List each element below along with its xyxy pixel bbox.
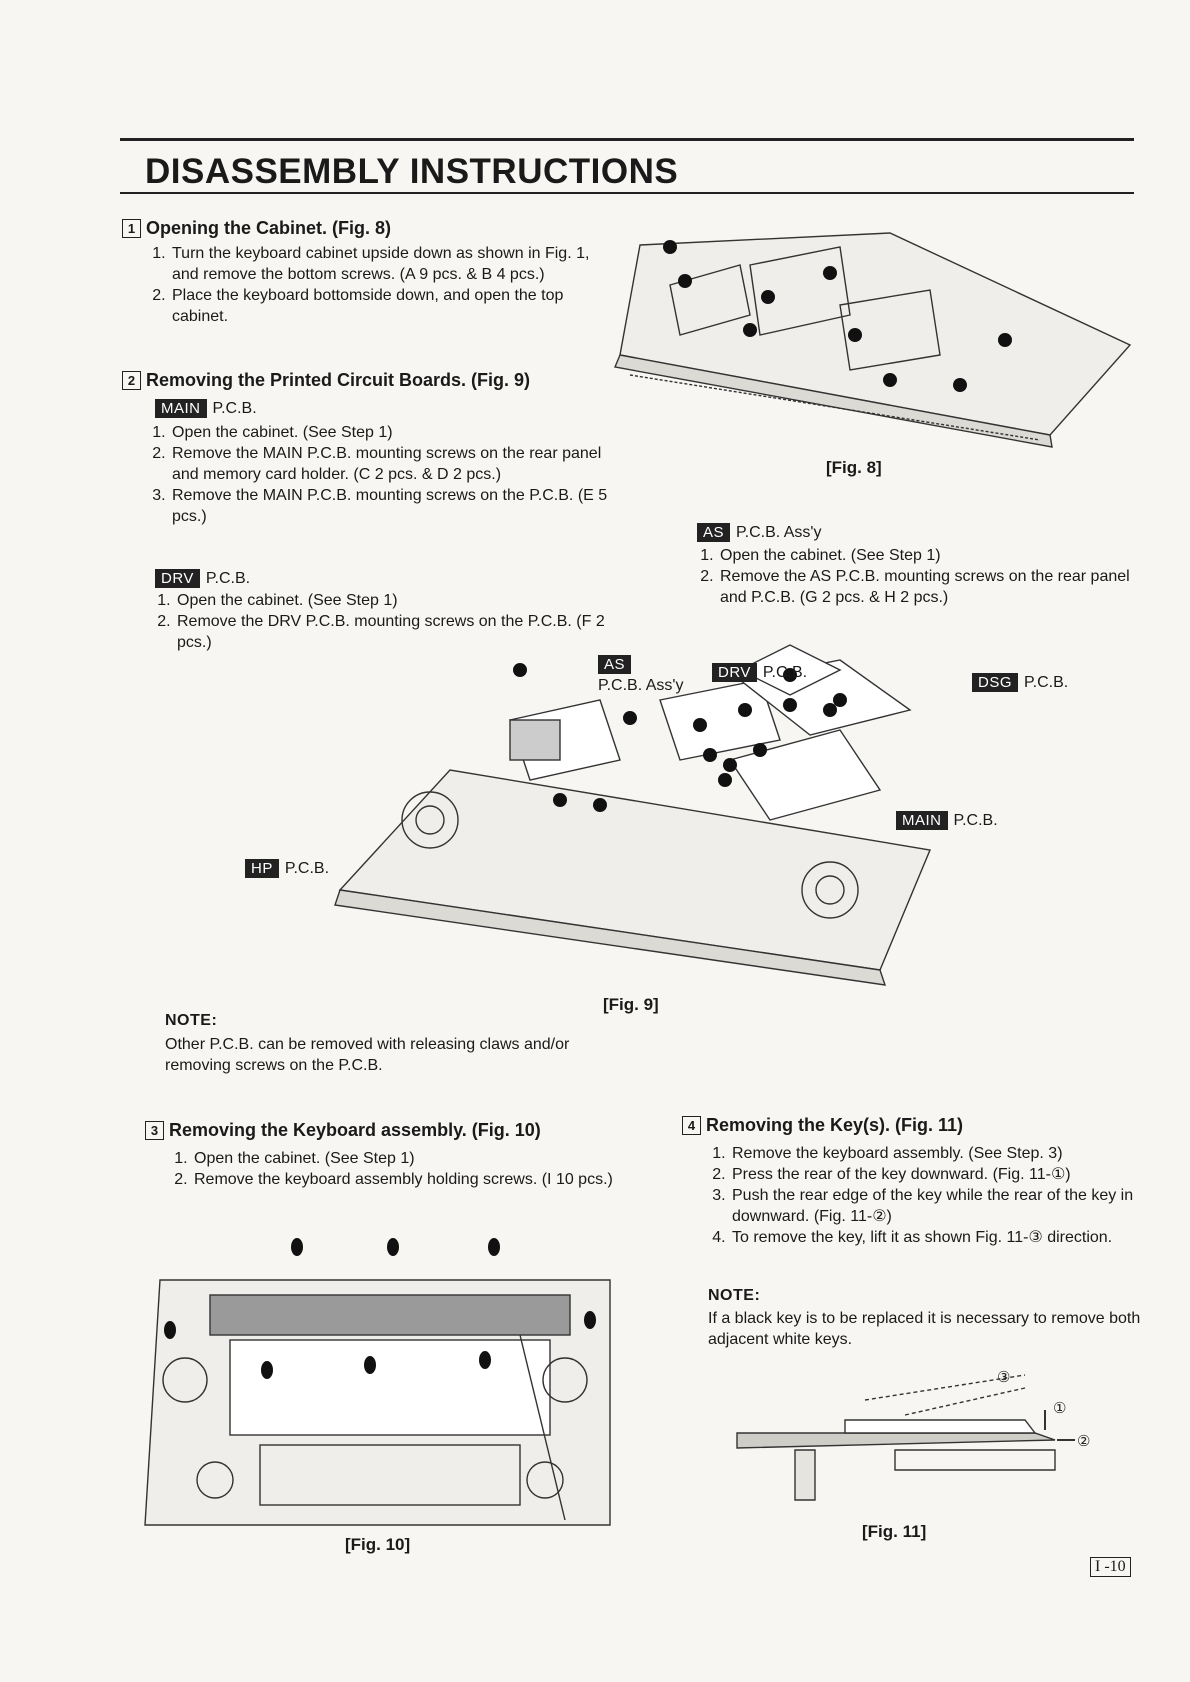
page-title: DISASSEMBLY INSTRUCTIONS xyxy=(145,152,679,191)
as-pcb-heading: AS P.C.B. Ass'y xyxy=(697,522,821,543)
fig-9-main-label: MAIN P.C.B. xyxy=(896,810,998,831)
drv-tag: DRV xyxy=(155,569,200,588)
fig-9-caption: [Fig. 9] xyxy=(603,995,659,1014)
note-heading: NOTE: xyxy=(708,1287,761,1304)
fig-11-caption: [Fig. 11] xyxy=(862,1522,927,1541)
step: 1. Remove the keyboard assembly. (See Step. 3) xyxy=(730,1143,1160,1164)
step: 2. Remove the MAIN P.C.B. mounting screws on the rear panel and memory card holder. (C 2 pcs. & D 2 pcs.) xyxy=(170,443,610,485)
fig-10-keyboard-assembly-drawing xyxy=(140,1235,630,1530)
section-number: 4 xyxy=(682,1116,701,1135)
step: 2. Remove the DRV P.C.B. mounting screws on the P.C.B. (F 2 pcs.) xyxy=(175,611,615,653)
main-tag: MAIN xyxy=(155,399,207,418)
step: 1. Open the cabinet. (See Step 1) xyxy=(170,422,610,443)
hp-tag: HP xyxy=(245,859,279,878)
as-tag: AS xyxy=(598,655,631,674)
step: 1. Turn the keyboard cabinet upside down as shown in Fig. 1, and remove the bottom screws. (A 9 pcs. & B 4 pcs.) xyxy=(170,243,610,285)
step: 2. Remove the AS P.C.B. mounting screws on the rear panel and P.C.B. (G 2 pcs. & H 2 pcs.) xyxy=(718,566,1158,608)
main-pcb-steps xyxy=(150,422,610,527)
as-pcb-steps xyxy=(698,545,1158,608)
fig-9-dsg-label: DSG P.C.B. xyxy=(972,672,1068,693)
step: 1. Open the cabinet. (See Step 1) xyxy=(175,590,615,611)
fig-11-key-removal-drawing xyxy=(735,1370,1095,1510)
section-2-heading: 2 Removing the Printed Circuit Boards. (Fig. 9) xyxy=(122,370,530,391)
fig-9-as-label: AS P.C.B. Ass'y xyxy=(598,656,684,694)
section-number: 3 xyxy=(145,1121,164,1140)
section-1-steps xyxy=(150,243,610,327)
note-text: If a black key is to be replaced it is necessary to remove both adjacent white keys. xyxy=(708,1310,1141,1348)
fig-9-hp-label: HP P.C.B. xyxy=(245,858,329,879)
fig-11-callout-3: ③ xyxy=(997,1370,1011,1386)
step: 2. Place the keyboard bottomside down, and open the top cabinet. xyxy=(170,285,610,327)
fig-11-callout-2: ② xyxy=(1077,1433,1091,1450)
as-tag: AS xyxy=(697,523,730,542)
section-1-heading: 1 Opening the Cabinet. (Fig. 8) xyxy=(122,218,391,239)
note-heading: NOTE: xyxy=(165,1012,218,1029)
fig-8-keyboard-bottom-drawing xyxy=(600,225,1140,455)
header-rule-bottom xyxy=(120,192,1134,194)
page-number: I -10 xyxy=(1090,1557,1131,1577)
section-4-heading: 4 Removing the Key(s). (Fig. 11) xyxy=(682,1115,963,1136)
step: 1. Open the cabinet. (See Step 1) xyxy=(718,545,1158,566)
section-4-steps xyxy=(710,1143,1160,1248)
step: 2. Remove the keyboard assembly holding screws. (I 10 pcs.) xyxy=(192,1169,642,1190)
step: 4. To remove the key, lift it as shown Fig. 11-③ direction. xyxy=(730,1227,1160,1248)
header-rule-top xyxy=(120,138,1134,141)
fig-10-caption: [Fig. 10] xyxy=(345,1535,411,1554)
step: 2. Press the rear of the key downward. (Fig. 11-①) xyxy=(730,1164,1160,1185)
dsg-tag: DSG xyxy=(972,673,1018,692)
section-3-steps xyxy=(172,1148,642,1190)
drv-pcb-heading: DRV P.C.B. xyxy=(155,568,250,589)
fig-9-drv-label: DRV P.C.B. xyxy=(712,662,807,683)
step: 1. Open the cabinet. (See Step 1) xyxy=(192,1148,642,1169)
section-3-heading: 3 Removing the Keyboard assembly. (Fig. 10) xyxy=(145,1120,541,1141)
fig-8-caption: [Fig. 8] xyxy=(826,458,882,477)
drv-tag: DRV xyxy=(712,663,757,682)
main-pcb-heading: MAIN P.C.B. xyxy=(155,398,257,419)
note-text: Other P.C.B. can be removed with releasing claws and/or removing screws on the P.C.B. xyxy=(165,1036,570,1074)
section-number: 1 xyxy=(122,219,141,238)
fig-11-callout-1: ① xyxy=(1053,1400,1067,1417)
step: 3. Push the rear edge of the key while the rear of the key in downward. (Fig. 11-②) xyxy=(730,1185,1160,1227)
step: 3. Remove the MAIN P.C.B. mounting screws on the P.C.B. (E 5 pcs.) xyxy=(170,485,610,527)
section-number: 2 xyxy=(122,371,141,390)
main-tag: MAIN xyxy=(896,811,948,830)
